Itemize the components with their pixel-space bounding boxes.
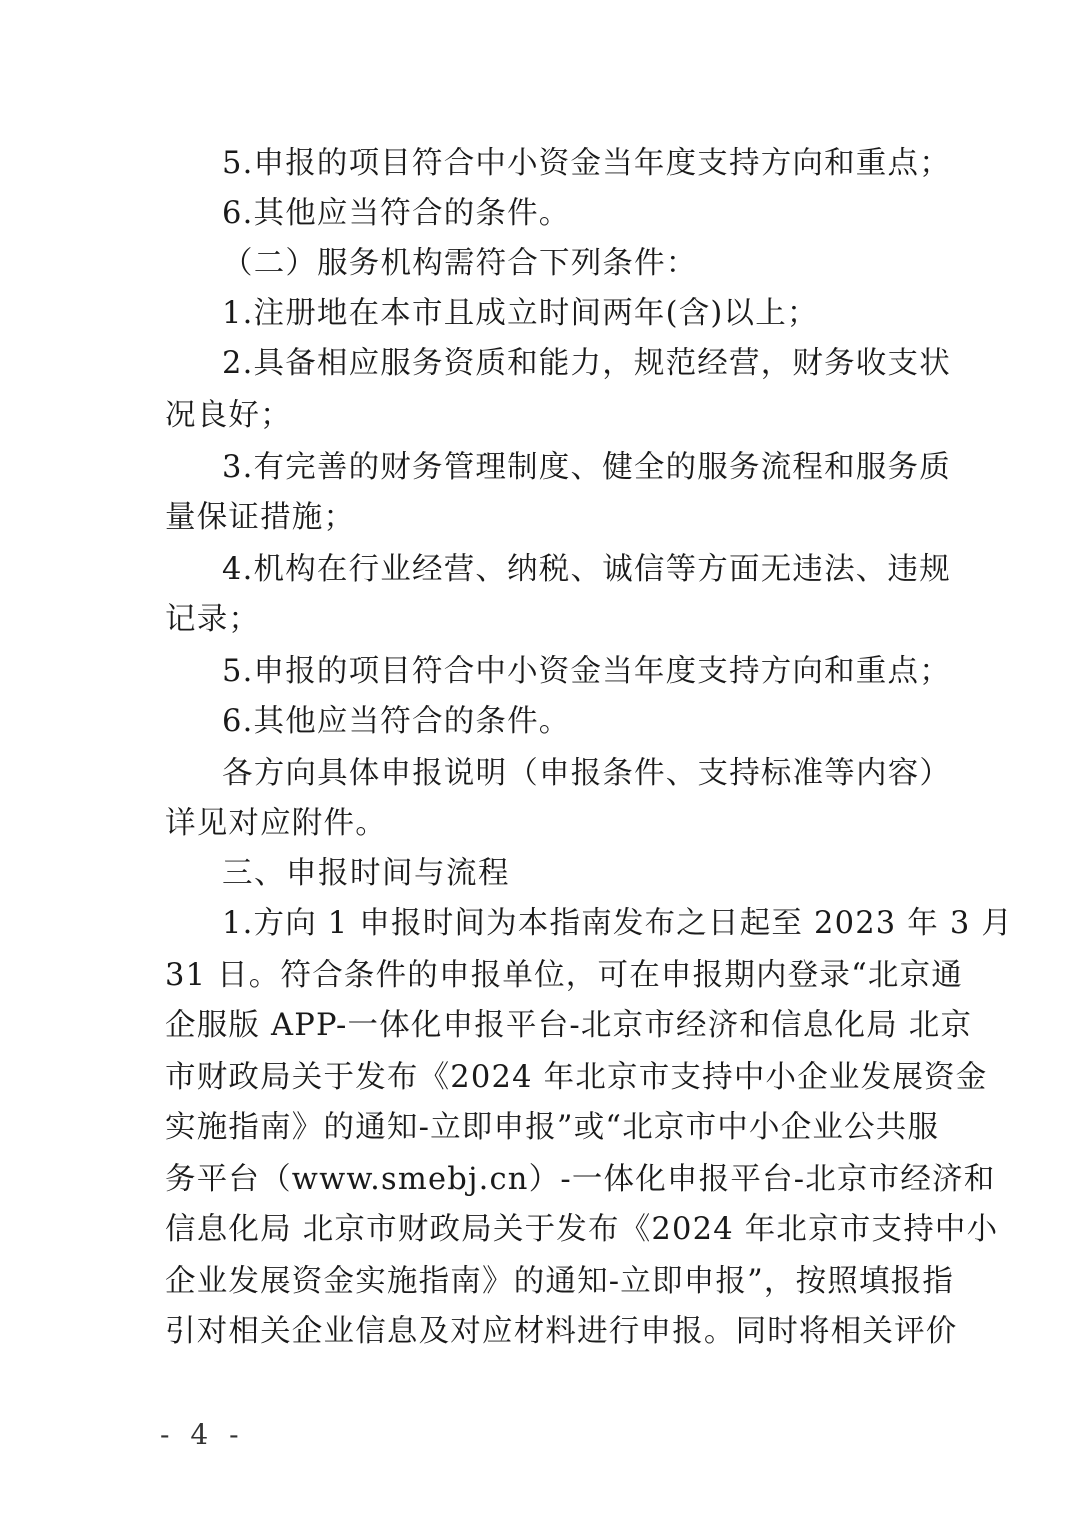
text-line: 企业发展资金实施指南》的通知-立即申报”，按照填报指 [165, 1264, 955, 1299]
text-line: 1.方向 1 申报时间为本指南发布之日起至 2023 年 3 月 [222, 906, 1014, 941]
text-line: 各方向具体申报说明（申报条件、支持标准等内容） [222, 756, 952, 791]
text-line: 5.申报的项目符合中小资金当年度支持方向和重点； [222, 654, 951, 689]
text-line: 况良好； [165, 398, 292, 433]
section-heading: 三、申报时间与流程 [222, 856, 510, 891]
text-line: 信息化局 北京市财政局关于发布《2024 年北京市支持中小 [165, 1212, 999, 1247]
text-line: 5.申报的项目符合中小资金当年度支持方向和重点； [222, 146, 951, 181]
text-line: 1.注册地在本市且成立时间两年(含)以上； [222, 296, 819, 331]
text-line: 企服版 APP-一体化申报平台-北京市经济和信息化局 北京 [165, 1008, 973, 1043]
text-line: 31 日。符合条件的申报单位，可在申报期内登录“北京通 [165, 958, 963, 993]
page-number: - 4 - [160, 1418, 245, 1451]
text-line: 引对相关企业信息及对应材料进行申报。同时将相关评价 [165, 1314, 958, 1349]
text-line: 实施指南》的通知-立即申报”或“北京市中小企业公共服 [165, 1110, 940, 1145]
text-line: 记录； [165, 602, 261, 637]
text-line: 市财政局关于发布《2024 年北京市支持中小企业发展资金 [165, 1060, 988, 1095]
text-line: 量保证措施； [165, 500, 356, 535]
text-line: 务平台（www.smebj.cn）-一体化申报平台-北京市经济和 [165, 1162, 996, 1197]
section-subheading: （二）服务机构需符合下列条件： [222, 246, 698, 281]
text-line: 4.机构在行业经营、纳税、诚信等方面无违法、违规 [222, 552, 951, 587]
text-line: 2.具备相应服务资质和能力，规范经营，财务收支状 [222, 346, 951, 381]
text-line: 3.有完善的财务管理制度、健全的服务流程和服务质 [222, 450, 951, 485]
text-line: 详见对应附件。 [165, 806, 387, 841]
text-line: 6.其他应当符合的条件。 [222, 196, 571, 231]
text-line: 6.其他应当符合的条件。 [222, 704, 571, 739]
